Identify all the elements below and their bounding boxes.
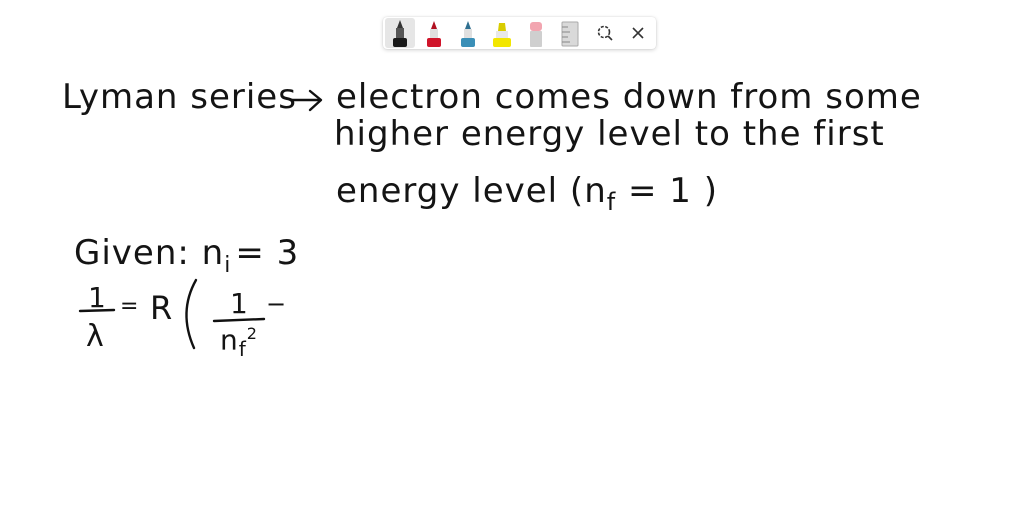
text-energy-level: energy level (n — [336, 171, 607, 211]
pen-black-icon — [390, 19, 410, 47]
text-given-sub-i: i — [224, 252, 232, 278]
note-line1-rest — [336, 77, 922, 117]
text-given-value: = 3 — [235, 233, 300, 273]
lasso-select-icon — [596, 24, 614, 42]
note-line3 — [336, 171, 719, 216]
pen-blue-icon — [458, 19, 478, 47]
eq-rhs-denominator — [220, 323, 258, 361]
text-sub-f: f — [606, 187, 617, 216]
text-electron-comes-down: electron comes down from some — [336, 77, 922, 117]
text-higher-energy-level: higher energy level to the first — [334, 114, 885, 154]
text-given-n: n — [201, 233, 225, 273]
close-toolbar-button[interactable] — [623, 18, 653, 48]
lasso-select-tool[interactable] — [590, 18, 620, 48]
eq-rhs-numerator — [230, 287, 249, 320]
eq-minus — [266, 292, 287, 316]
big-open-paren — [186, 280, 196, 348]
text-eq-frac-den-sub: f — [238, 336, 247, 361]
highlighter-yellow-tool[interactable] — [487, 18, 517, 48]
text-eq-lhs-num: 1 — [88, 281, 107, 314]
text-given-label: Given: — [74, 233, 190, 273]
text-eq-lhs-den: λ — [86, 319, 105, 354]
pen-blue-tool[interactable] — [453, 18, 483, 48]
text-eq-paren — [0, 0, 1, 1]
pen-red-icon — [424, 19, 444, 47]
eraser-icon — [526, 19, 546, 47]
text-eq-R: R — [150, 289, 174, 327]
eraser-tool[interactable] — [521, 18, 551, 48]
pen-black-tool[interactable] — [385, 18, 415, 48]
text-equals-one: = 1 ) — [616, 171, 719, 211]
text-eq-frac-den: n — [220, 323, 239, 357]
eq-R — [150, 289, 174, 327]
text-eq-equals: = — [120, 294, 140, 319]
eq-lhs-numerator — [88, 281, 107, 314]
ruler-icon — [559, 19, 581, 47]
eq-equals-sign — [120, 296, 139, 318]
eq-lhs-denominator — [86, 319, 105, 354]
note-line2 — [334, 114, 885, 154]
text-eq-frac-num: 1 — [230, 287, 249, 320]
highlighter-icon — [491, 19, 513, 47]
text-lyman: Lyman series — [62, 77, 297, 117]
text-eq-frac-den-sup: 2 — [246, 324, 258, 343]
ruler-tool[interactable] — [555, 18, 585, 48]
text-eq-minus: − — [266, 290, 288, 318]
note-given — [74, 233, 300, 278]
pen-red-tool[interactable] — [419, 18, 449, 48]
pen-toolbar — [383, 17, 656, 49]
close-icon — [631, 26, 645, 40]
